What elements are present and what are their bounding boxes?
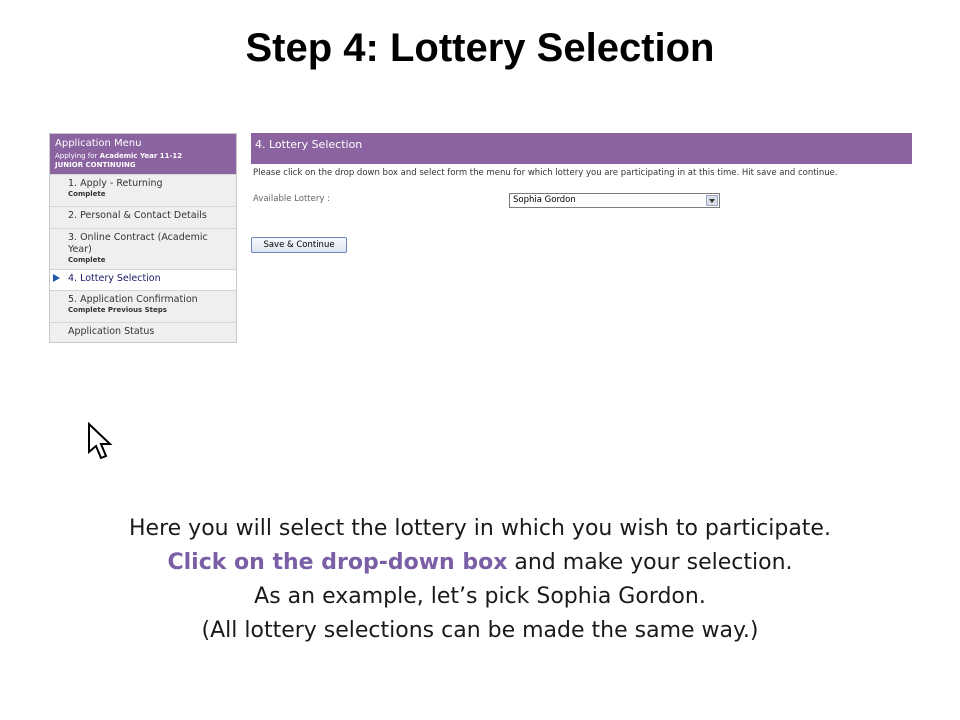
caption-highlight: Click on the drop-down box	[167, 550, 508, 575]
caption	[0, 512, 960, 648]
caption-line-2-rest: and make your selection.	[507, 550, 793, 575]
menu-sub-year: Academic Year 11-12	[99, 152, 183, 160]
menu-item-label: 4. Lottery Selection	[68, 273, 161, 284]
menu-sub-program: JUNIOR CONTINUING	[55, 161, 136, 169]
menu-item-label: Application Status	[68, 326, 155, 337]
current-step-arrow-icon	[53, 274, 60, 282]
panel-header: 4. Lottery Selection	[251, 133, 912, 164]
menu-item-apply-returning[interactable]	[50, 174, 236, 206]
menu-item-application-status[interactable]	[50, 322, 236, 342]
lottery-panel	[251, 133, 912, 210]
mouse-cursor-icon	[86, 422, 116, 464]
menu-title: Application Menu	[55, 138, 142, 149]
menu-item-personal-contact[interactable]	[50, 206, 236, 228]
save-continue-button[interactable]: Save & Continue	[251, 237, 347, 253]
menu-item-label: 5. Application Confirmation	[68, 294, 198, 305]
menu-header	[50, 134, 236, 174]
lottery-row	[251, 192, 912, 210]
menu-subtitle	[55, 152, 231, 170]
lottery-dropdown[interactable]	[509, 193, 720, 208]
caption-line-1: Here you will select the lottery in which you wish to participate.	[129, 516, 831, 541]
menu-item-label: 3. Online Contract (Academic Year)	[68, 232, 208, 255]
menu-item-label: 2. Personal & Contact Details	[68, 210, 207, 221]
instructions-text: Please click on the drop down box and select form the menu for which lottery you are participating in at this time. Hit save and continue.	[253, 168, 838, 178]
menu-item-status: Complete Previous Steps	[68, 306, 167, 314]
menu-item-label: 1. Apply - Returning	[68, 178, 163, 189]
caption-line-4: (All lottery selections can be made the same way.)	[201, 618, 759, 643]
menu-item-status: Complete	[68, 190, 106, 198]
menu-item-lottery-selection[interactable]	[50, 269, 236, 290]
menu-item-online-contract[interactable]	[50, 228, 236, 269]
lottery-label: Available Lottery :	[253, 194, 330, 204]
chevron-down-icon[interactable]	[706, 195, 718, 206]
menu-item-application-confirmation[interactable]	[50, 290, 236, 322]
slide-title: Step 4: Lottery Selection	[245, 26, 715, 70]
menu-sub-prefix: Applying for	[55, 152, 98, 160]
caption-line-3: As an example, let’s pick Sophia Gordon.	[254, 584, 706, 609]
lottery-dropdown-value: Sophia Gordon	[513, 195, 576, 205]
menu-item-status: Complete	[68, 256, 106, 264]
application-menu	[49, 133, 237, 343]
caption-line-2	[0, 546, 960, 580]
